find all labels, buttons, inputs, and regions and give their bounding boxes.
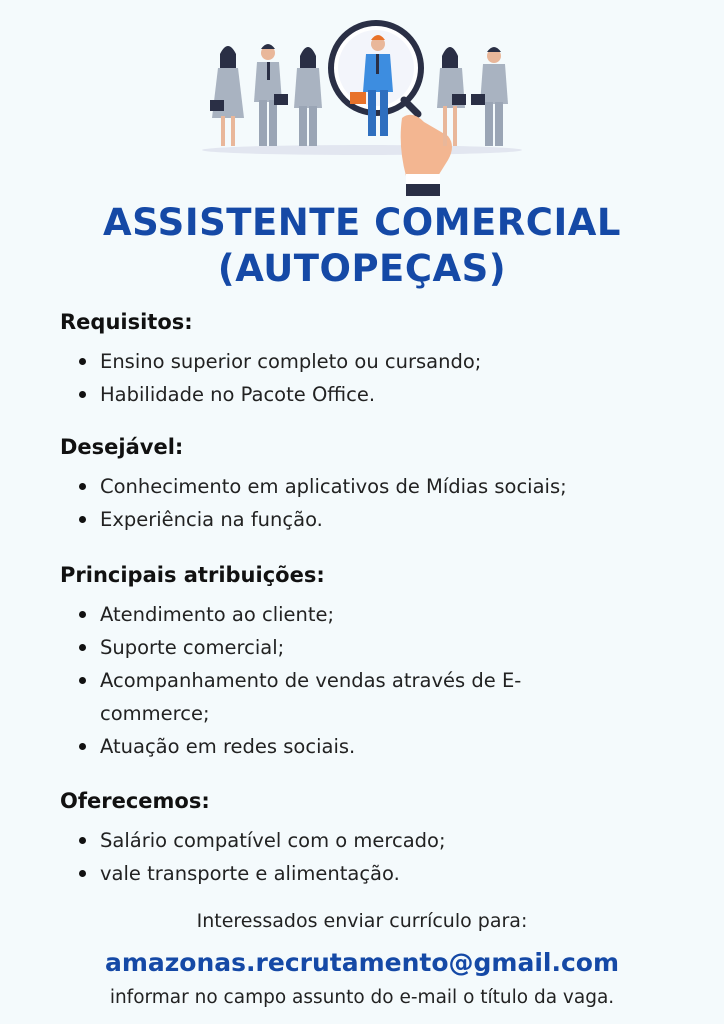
recruitment-illustration — [0, 0, 724, 200]
section-heading: Oferecemos: — [60, 789, 210, 813]
contact-note: informar no campo assunto do e-mail o título da vaga. — [109, 987, 615, 1008]
section-heading: Principais atribuições: — [60, 563, 325, 587]
person-figure — [437, 47, 466, 146]
section-oferecemos — [60, 789, 680, 890]
person-figure — [210, 46, 244, 146]
page-subtitle: (AUTOPEÇAS) — [217, 247, 507, 290]
list-item: Ensino superior completo ou cursando; — [100, 345, 680, 378]
list-item: Acompanhamento de vendas através de E-commerce; — [100, 664, 570, 730]
bullet-list — [60, 824, 680, 890]
list-item: Atuação em redes sociais. — [100, 730, 680, 763]
section-heading: Requisitos: — [60, 310, 193, 334]
list-item: vale transporte e alimentação. — [100, 857, 680, 890]
section-atribuicoes — [60, 563, 680, 763]
person-figure — [471, 47, 508, 146]
list-item: Salário compatível com o mercado; — [100, 824, 680, 857]
bullet-list — [60, 598, 680, 763]
list-item: Habilidade no Pacote Office. — [100, 378, 680, 411]
person-figure — [254, 44, 288, 146]
bullet-list — [60, 470, 680, 536]
list-item: Atendimento ao cliente; — [100, 598, 680, 631]
contact-email-link[interactable]: amazonas.recrutamento@gmail.com — [104, 948, 620, 977]
contact-intro: Interessados enviar currículo para: — [196, 910, 528, 932]
list-item: Experiência na função. — [100, 503, 680, 536]
list-item: Conhecimento em aplicativos de Mídias sociais; — [100, 470, 680, 503]
person-figure — [294, 47, 322, 146]
page-title: ASSISTENTE COMERCIAL — [103, 201, 621, 244]
section-requisitos — [60, 310, 680, 411]
bullet-list — [60, 345, 680, 411]
section-heading: Desejável: — [60, 435, 184, 459]
list-item: Suporte comercial; — [100, 631, 680, 664]
section-desejavel — [60, 435, 680, 536]
